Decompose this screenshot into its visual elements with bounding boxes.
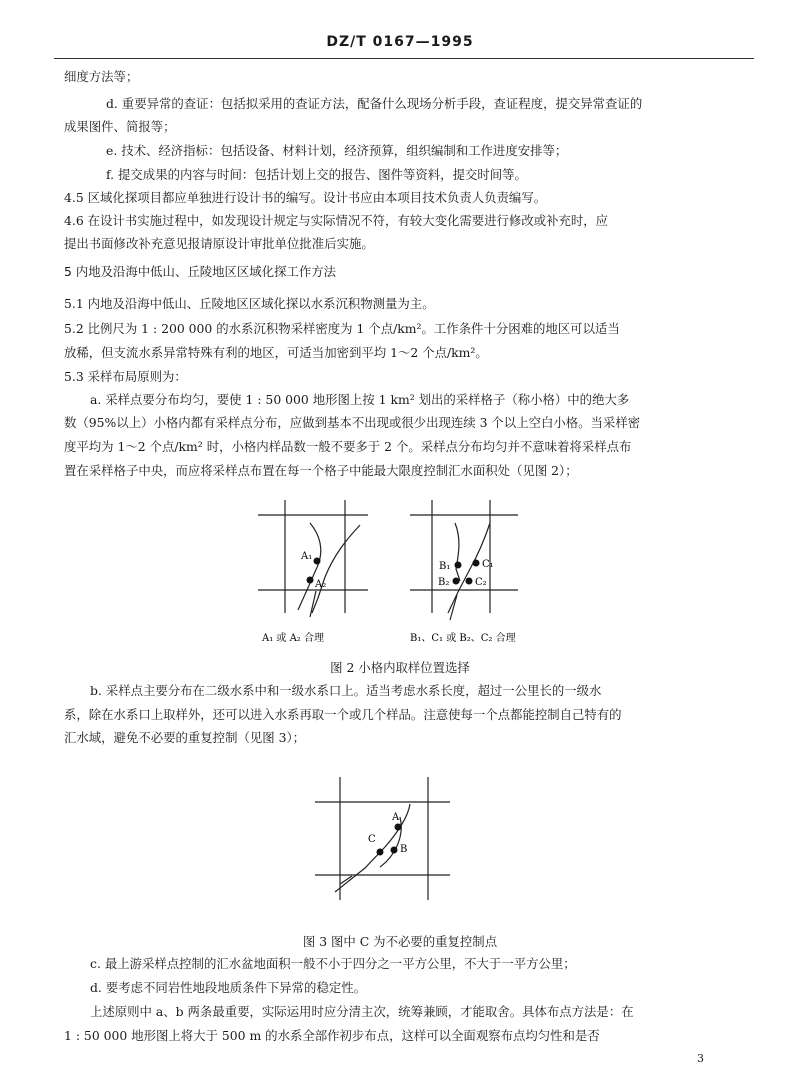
text-line: 数（95%以上）小格内都有采样点分布，应做到基本不出现或很少出现连续 3 个以上空白小格。当采样密 xyxy=(64,415,641,430)
point-a xyxy=(395,824,402,831)
item-c-line: c. 最上游采样点控制的汇水盆地面积一般不小于四分之一平方公里，不大于一平方公里； xyxy=(90,956,576,971)
label-a: A xyxy=(392,812,400,823)
clause-4-6: 4.6 在设计书实施过程中，如发现设计规定与实际情况不符，有较大变化需要进行修改或补充时，应 xyxy=(64,213,609,228)
text-line: 系，除在水系口上取样外，还可以进入水系再取一个或几个样品。注意使每一个点都能控制自己特有的 xyxy=(64,707,622,722)
label-a1: A₁ xyxy=(301,551,313,562)
section-5-heading: 5 内地及沿海中低山、丘陵地区区域化探工作方法 xyxy=(64,264,337,279)
text-line: 放稀，但支流水系异常特殊有利的地区，可适当加密到平均 1～2 个点/km²。 xyxy=(64,345,488,360)
point-c2 xyxy=(466,578,473,585)
header-rule xyxy=(54,58,754,59)
label-c: C xyxy=(368,834,376,845)
label-c2: C₂ xyxy=(475,577,487,588)
label-a2: A₂ xyxy=(315,579,327,590)
text-line: 汇水域，避免不必要的重复控制（见图 3）； xyxy=(64,730,306,745)
fig2-right-subcaption: B₁、C₁ 或 B₂、C₂ 合理 xyxy=(410,633,516,644)
label-b1: B₁ xyxy=(439,561,451,572)
item-d2-line: d. 要考虑不同岩性地段地质条件下异常的稳定性。 xyxy=(90,980,367,995)
page-number: 3 xyxy=(697,1052,704,1065)
figure-3-caption: 图 3 图中 C 为不必要的重复控制点 xyxy=(302,934,498,949)
item-f-line: f. 提交成果的内容与时间：包括计划上交的报告、图件等资料，提交时间等。 xyxy=(106,167,527,182)
clause-4-5: 4.5 区域化探项目都应单独进行设计书的编写。设计书应由本项目技术负责人负责编写。 xyxy=(64,190,547,205)
item-d-line: d. 重要异常的查证：包括拟采用的查证方法，配备什么现场分析手段，查证程度，提交异常查证的 xyxy=(106,96,643,111)
label-b2: B₂ xyxy=(438,577,450,588)
text-line: 提出书面修改补充意见报请原设计审批单位批准后实施。 xyxy=(64,236,374,251)
point-b1 xyxy=(455,562,462,569)
item-b-line: b. 采样点主要分布在二级水系中和一级水系口上。适当考虑水系长度，超过一公里长的一级水 xyxy=(90,683,602,698)
figure-2-caption: 图 2 小格内取样位置选择 xyxy=(330,660,470,675)
point-c xyxy=(377,849,384,856)
point-a1 xyxy=(314,558,321,565)
clause-5-1: 5.1 内地及沿海中低山、丘陵地区区域化探以水系沉积物测量为主。 xyxy=(64,296,435,311)
clause-5-3: 5.3 采样布局原则为： xyxy=(64,369,187,384)
text-line: 上述原则中 a、b 两条最重要，实际运用时应分清主次，统筹兼顾，才能取舍。具体布点方法是：在 xyxy=(90,1004,634,1019)
item-a-line: a. 采样点要分布均匀，要使 1 : 50 000 地形图上按 1 km² 划出的采样格子（称小格）中的绝大多 xyxy=(90,392,630,407)
figure-2 xyxy=(250,495,550,655)
clause-5-2: 5.2 比例尺为 1 : 200 000 的水系沉积物采样密度为 1 个点/km²。工作条件十分困难的地区可以适当 xyxy=(64,321,620,336)
text-line: 置在采样格子中央，而应将采样点布置在每一个格子中能最大限度控制汇水面积处（见图 2）； xyxy=(64,463,578,478)
item-e-line: e. 技术、经济指标：包括设备、材料计划，经济预算，组织编制和工作进度安排等； xyxy=(106,143,568,158)
label-b: B xyxy=(400,844,408,855)
label-c1: C₁ xyxy=(482,559,494,570)
text-line: 成果图件、简报等； xyxy=(64,119,176,134)
text-line: 细度方法等； xyxy=(64,69,139,84)
point-c1 xyxy=(473,560,480,567)
text-line: 度平均为 1～2 个点/km² 时，小格内样品数一般不要多于 2 个。采样点分布均匀并不意味着将采样点布 xyxy=(64,439,632,454)
figure-3 xyxy=(310,772,470,917)
page-header: DZ/T 0167—1995 xyxy=(326,34,474,50)
fig2-left-subcaption: A₁ 或 A₂ 合理 xyxy=(262,633,324,644)
text-line: 1 : 50 000 地形图上将大于 500 m 的水系全部作初步布点，这样可以全面观察布点均匀性和是否 xyxy=(64,1028,600,1043)
point-a2 xyxy=(307,577,314,584)
point-b2 xyxy=(453,578,460,585)
point-b xyxy=(391,847,398,854)
